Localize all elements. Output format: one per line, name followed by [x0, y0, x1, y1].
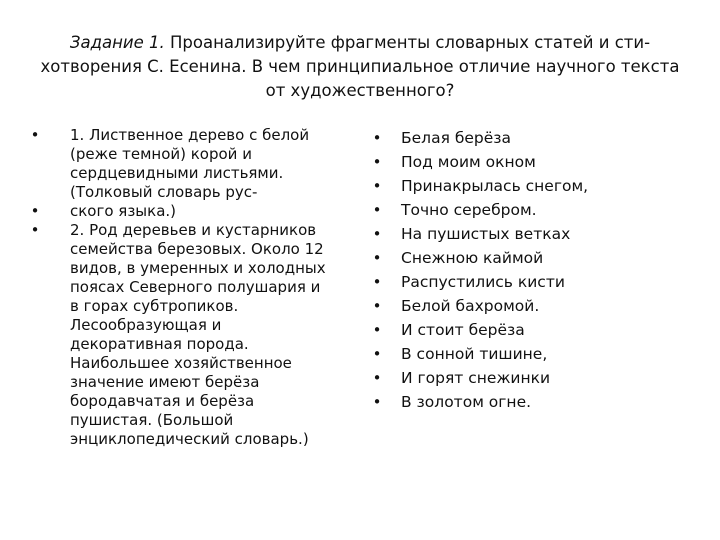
poem-line-text: Белая берёза [401, 129, 512, 147]
bullet-icon: • [30, 126, 40, 144]
poem-line [370, 366, 700, 390]
bullet-icon: • [372, 249, 382, 267]
dictionary-text-line: семейства березовых. Около 12 [70, 240, 324, 258]
poem-line-text: И горят снежинки [401, 369, 551, 387]
dictionary-text-line: бородавчатая и берёза [70, 392, 255, 410]
poem-line [370, 246, 700, 270]
dictionary-text-line: 1. Лиственное дерево с белой [70, 126, 310, 144]
dictionary-text-line: декоративная порода. [70, 335, 249, 353]
poem-line [370, 270, 700, 294]
dictionary-text-line: поясах Северного полушария и [70, 278, 321, 296]
dictionary-item-text [70, 126, 358, 202]
task-label: Задание 1. [69, 33, 165, 52]
dictionary-text-line: ского языка.) [70, 202, 177, 220]
poem-line-text: Под моим окном [401, 153, 536, 171]
poem-line [370, 294, 700, 318]
title-line-1 [30, 31, 690, 55]
bullet-icon: • [372, 393, 382, 411]
poem-line [370, 342, 700, 366]
bullet-icon: • [372, 321, 382, 339]
dictionary-item-text [70, 221, 358, 449]
poem-line [370, 198, 700, 222]
dictionary-text-line: видов, в умеренных и холодных [70, 259, 326, 277]
dictionary-text-line: значение имеют берёза [70, 373, 260, 391]
poem-line-text: И стоит берёза [401, 321, 525, 339]
title-line-3: от художественного? [265, 81, 455, 100]
bullet-icon: • [372, 153, 382, 171]
poem-line [370, 318, 700, 342]
bullet-icon: • [372, 177, 382, 195]
title-line-2: хотворения С. Есенина. В чем принципиальное отличие научного текста [40, 57, 680, 76]
dictionary-text-line: (Толковый словарь рус- [70, 183, 258, 201]
dictionary-text-line: Наибольшее хозяйственное [70, 354, 292, 372]
bullet-icon: • [30, 202, 40, 220]
title-line-1-text: Проанализируйте фрагменты словарных статей и сти- [164, 33, 651, 52]
poem-line-text: Точно серебром. [401, 201, 537, 219]
poem-line [370, 390, 700, 414]
poem-line-text: На пушистых ветках [401, 225, 571, 243]
poem-line-text: Снежною каймой [401, 249, 544, 267]
poem-line [370, 126, 700, 150]
bullet-icon: • [372, 273, 382, 291]
dictionary-text-line: (реже темной) корой и [70, 145, 252, 163]
dictionary-text-line: сердцевидными листьями. [70, 164, 284, 182]
dictionary-list-item [28, 126, 358, 202]
dictionary-entries-list [28, 126, 358, 449]
dictionary-text-line: Лесообразующая и [70, 316, 222, 334]
poem-line-text: Распустились кисти [401, 273, 565, 291]
poem-line-text: В золотом огне. [401, 393, 532, 411]
poem-line [370, 150, 700, 174]
poem-list [370, 126, 700, 414]
bullet-icon: • [372, 297, 382, 315]
dictionary-text-line: 2. Род деревьев и кустарников [70, 221, 317, 239]
poem-line-text: Принакрылась снегом, [401, 177, 589, 195]
bullet-icon: • [372, 225, 382, 243]
dictionary-item-text [70, 202, 358, 221]
dictionary-text-line: энциклопедический словарь.) [70, 430, 309, 448]
poem-line [370, 174, 700, 198]
bullet-icon: • [372, 129, 382, 147]
bullet-icon: • [372, 369, 382, 387]
dictionary-text-line: пушистая. (Большой [70, 411, 234, 429]
bullet-icon: • [372, 345, 382, 363]
poem-line-text: Белой бахромой. [401, 297, 540, 315]
poem-line-text: В сонной тишине, [401, 345, 548, 363]
task-title [30, 31, 690, 103]
dictionary-list-item [28, 202, 358, 221]
dictionary-text-line: в горах субтропиков. [70, 297, 239, 315]
poem-line [370, 222, 700, 246]
bullet-icon: • [372, 201, 382, 219]
dictionary-list-item [28, 221, 358, 449]
bullet-icon: • [30, 221, 40, 239]
